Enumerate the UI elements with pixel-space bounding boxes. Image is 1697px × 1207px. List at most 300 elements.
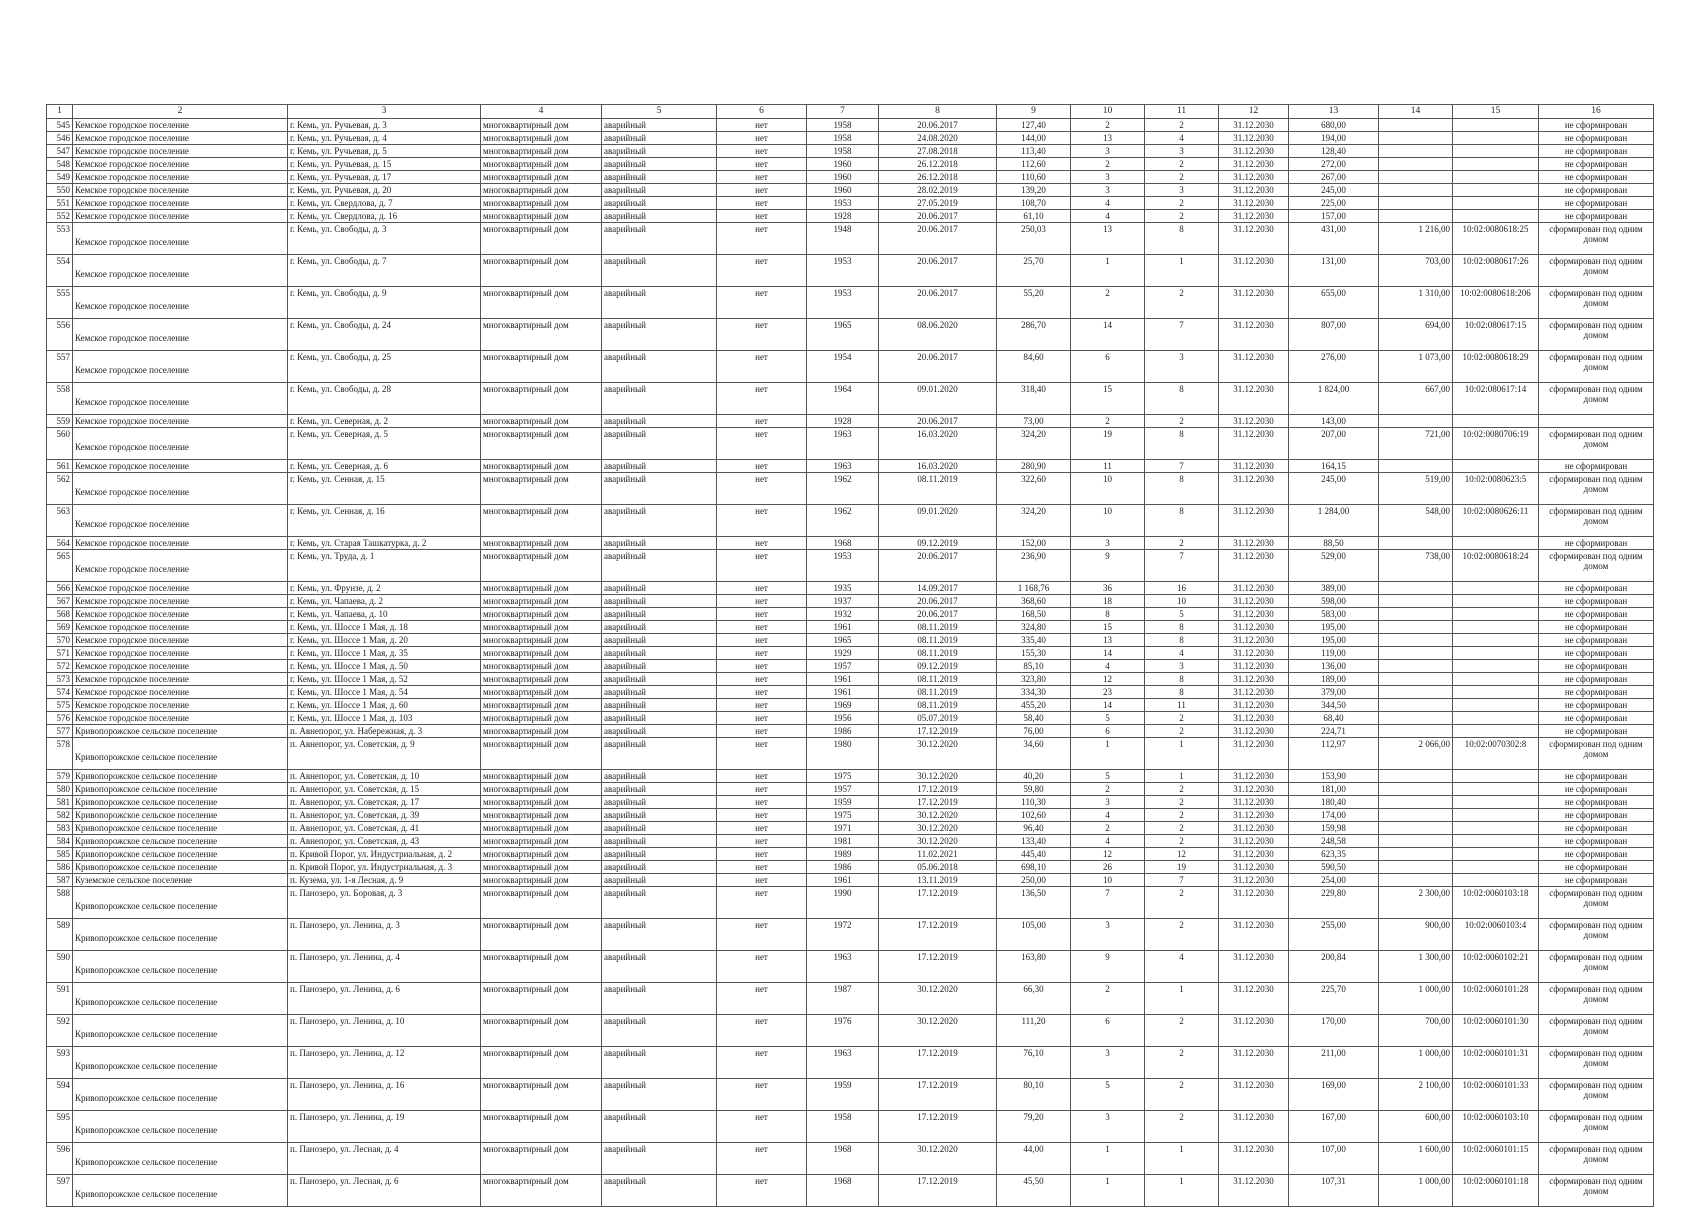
cell-building-type: многоквартирный дом — [481, 319, 602, 351]
cell-recognition-date: 20.06.2017 — [879, 119, 997, 132]
cell-recognition-date: 09.01.2020 — [879, 505, 997, 537]
cell-row-number: 545 — [47, 119, 73, 132]
cell-settlement: Кемское городское поселение — [73, 197, 288, 210]
cell-cadastral-number — [1453, 158, 1539, 171]
cell-resettlement-deadline: 31.12.2030 — [1219, 1143, 1289, 1175]
cell-plot-area: 1 300,00 — [1379, 951, 1453, 983]
cell-row-number: 546 — [47, 132, 73, 145]
cell-apartments: 2 — [1145, 1047, 1219, 1079]
cell-building-type: многоквартирный дом — [481, 725, 602, 738]
cell-cadastral-number — [1453, 660, 1539, 673]
cell-land-area: 174,00 — [1289, 809, 1379, 822]
cell-row-number: 572 — [47, 660, 73, 673]
cell-area: 112,60 — [997, 158, 1071, 171]
table-row — [47, 809, 1654, 822]
cell-settlement: Кемское городское поселение — [73, 699, 288, 712]
cell-land-area: 276,00 — [1289, 351, 1379, 383]
cell-demolition-flag: нет — [717, 699, 807, 712]
cell-area: 168,50 — [997, 608, 1071, 621]
table-row — [47, 983, 1654, 1015]
cell-settlement: Кемское городское поселение — [73, 660, 288, 673]
cell-plot-area — [1379, 210, 1453, 223]
cell-address: г. Кемь, ул. Северная, д. 6 — [288, 460, 481, 473]
cell-demolition-flag: нет — [717, 848, 807, 861]
cell-demolition-flag: нет — [717, 673, 807, 686]
cell-recognition-date: 20.06.2017 — [879, 595, 997, 608]
cell-resettlement-deadline: 31.12.2030 — [1219, 550, 1289, 582]
table-row — [47, 919, 1654, 951]
col-header: 13 — [1289, 105, 1379, 119]
cell-area: 110,60 — [997, 171, 1071, 184]
cell-build-year: 1956 — [807, 712, 879, 725]
cell-apartments: 7 — [1145, 460, 1219, 473]
cell-recognition-date: 20.06.2017 — [879, 351, 997, 383]
cell-row-number: 594 — [47, 1079, 73, 1111]
cell-build-year: 1932 — [807, 608, 879, 621]
cell-building-type: многоквартирный дом — [481, 351, 602, 383]
cell-row-number: 582 — [47, 809, 73, 822]
cell-residents: 2 — [1071, 822, 1145, 835]
cell-plot-area — [1379, 874, 1453, 887]
cell-cadastral-number — [1453, 686, 1539, 699]
cell-land-area: 598,00 — [1289, 595, 1379, 608]
cell-condition: аварийный — [602, 505, 717, 537]
cell-condition: аварийный — [602, 460, 717, 473]
cell-plot-area: 2 100,00 — [1379, 1079, 1453, 1111]
cell-demolition-flag: нет — [717, 145, 807, 158]
cell-settlement: Кемское городское поселение — [73, 621, 288, 634]
cell-cadastral-number: 10:02:0060103:18 — [1453, 887, 1539, 919]
cell-plot-status: сформирован под одним домом — [1539, 887, 1654, 919]
cell-cadastral-number: 10:02:0080618:206 — [1453, 287, 1539, 319]
cell-building-type: многоквартирный дом — [481, 223, 602, 255]
table-row — [47, 171, 1654, 184]
cell-cadastral-number: 10:02:0080618:24 — [1453, 550, 1539, 582]
cell-residents: 7 — [1071, 887, 1145, 919]
cell-building-type: многоквартирный дом — [481, 822, 602, 835]
cell-area: 66,30 — [997, 983, 1071, 1015]
col-header: 8 — [879, 105, 997, 119]
cell-land-area: 153,90 — [1289, 770, 1379, 783]
col-header: 7 — [807, 105, 879, 119]
cell-settlement: Кривопорожское сельское поселение — [73, 919, 288, 951]
cell-residents: 2 — [1071, 119, 1145, 132]
cell-plot-status: не сформирован — [1539, 835, 1654, 848]
cell-land-area: 254,00 — [1289, 874, 1379, 887]
cell-area: 127,40 — [997, 119, 1071, 132]
cell-recognition-date: 17.12.2019 — [879, 725, 997, 738]
cell-recognition-date: 26.12.2018 — [879, 158, 997, 171]
cell-building-type: многоквартирный дом — [481, 887, 602, 919]
cell-residents: 10 — [1071, 473, 1145, 505]
cell-recognition-date: 08.11.2019 — [879, 634, 997, 647]
cell-area: 111,20 — [997, 1015, 1071, 1047]
cell-address: г. Кемь, ул. Свердлова, д. 16 — [288, 210, 481, 223]
cell-cadastral-number — [1453, 582, 1539, 595]
cell-plot-area — [1379, 673, 1453, 686]
cell-building-type: многоквартирный дом — [481, 686, 602, 699]
cell-condition: аварийный — [602, 699, 717, 712]
cell-land-area: 68,40 — [1289, 712, 1379, 725]
cell-settlement: Кривопорожское сельское поселение — [73, 783, 288, 796]
cell-plot-status: не сформирован — [1539, 184, 1654, 197]
cell-cadastral-number — [1453, 874, 1539, 887]
col-header: 5 — [602, 105, 717, 119]
cell-resettlement-deadline: 31.12.2030 — [1219, 660, 1289, 673]
cell-cadastral-number: 10:02:0060101:28 — [1453, 983, 1539, 1015]
cell-build-year: 1965 — [807, 634, 879, 647]
cell-plot-status: не сформирован — [1539, 770, 1654, 783]
cell-settlement: Кемское городское поселение — [73, 184, 288, 197]
cell-cadastral-number: 10:02:0080618:29 — [1453, 351, 1539, 383]
cell-recognition-date: 20.06.2017 — [879, 550, 997, 582]
cell-cadastral-number — [1453, 184, 1539, 197]
cell-build-year: 1963 — [807, 428, 879, 460]
cell-settlement: Кривопорожское сельское поселение — [73, 983, 288, 1015]
cell-building-type: многоквартирный дом — [481, 796, 602, 809]
cell-settlement: Кемское городское поселение — [73, 171, 288, 184]
cell-row-number: 578 — [47, 738, 73, 770]
cell-address: г. Кемь, ул. Свободы, д. 7 — [288, 255, 481, 287]
cell-recognition-date: 08.11.2019 — [879, 621, 997, 634]
cell-apartments: 2 — [1145, 210, 1219, 223]
cell-settlement: Кемское городское поселение — [73, 145, 288, 158]
table-row — [47, 1143, 1654, 1175]
cell-residents: 3 — [1071, 1047, 1145, 1079]
cell-resettlement-deadline: 31.12.2030 — [1219, 319, 1289, 351]
cell-settlement: Кривопорожское сельское поселение — [73, 725, 288, 738]
cell-residents: 2 — [1071, 983, 1145, 1015]
cell-apartments: 2 — [1145, 712, 1219, 725]
cell-build-year: 1935 — [807, 582, 879, 595]
cell-demolition-flag: нет — [717, 647, 807, 660]
cell-building-type: многоквартирный дом — [481, 951, 602, 983]
cell-build-year: 1954 — [807, 351, 879, 383]
cell-address: г. Кемь, ул. Шоссе 1 Мая, д. 20 — [288, 634, 481, 647]
cell-building-type: многоквартирный дом — [481, 210, 602, 223]
cell-apartments: 8 — [1145, 428, 1219, 460]
cell-residents: 4 — [1071, 809, 1145, 822]
cell-residents: 5 — [1071, 712, 1145, 725]
cell-condition: аварийный — [602, 608, 717, 621]
cell-building-type: многоквартирный дом — [481, 415, 602, 428]
cell-condition: аварийный — [602, 738, 717, 770]
cell-building-type: многоквартирный дом — [481, 874, 602, 887]
cell-condition: аварийный — [602, 184, 717, 197]
cell-settlement: Кемское городское поселение — [73, 686, 288, 699]
cell-plot-status: сформирован под одним домом — [1539, 1015, 1654, 1047]
cell-recognition-date: 08.11.2019 — [879, 647, 997, 660]
cell-plot-status: сформирован под одним домом — [1539, 1047, 1654, 1079]
cell-plot-status: сформирован под одним домом — [1539, 351, 1654, 383]
cell-plot-status: не сформирован — [1539, 582, 1654, 595]
cell-row-number: 567 — [47, 595, 73, 608]
cell-cadastral-number — [1453, 415, 1539, 428]
cell-resettlement-deadline: 31.12.2030 — [1219, 983, 1289, 1015]
cell-condition: аварийный — [602, 1175, 717, 1207]
cell-demolition-flag: нет — [717, 874, 807, 887]
cell-recognition-date: 30.12.2020 — [879, 983, 997, 1015]
cell-apartments: 2 — [1145, 783, 1219, 796]
cell-address: п. Авнепорог, ул. Советская, д. 41 — [288, 822, 481, 835]
cell-apartments: 7 — [1145, 550, 1219, 582]
cell-building-type: многоквартирный дом — [481, 132, 602, 145]
cell-resettlement-deadline: 31.12.2030 — [1219, 1175, 1289, 1207]
cell-land-area: 1 284,00 — [1289, 505, 1379, 537]
cell-address: п. Авнепорог, ул. Советская, д. 17 — [288, 796, 481, 809]
cell-plot-status: не сформирован — [1539, 634, 1654, 647]
cell-apartments: 19 — [1145, 861, 1219, 874]
cell-land-area: 1 824,00 — [1289, 383, 1379, 415]
cell-building-type: многоквартирный дом — [481, 738, 602, 770]
cell-settlement: Куземское сельское поселение — [73, 874, 288, 887]
cell-building-type: многоквартирный дом — [481, 505, 602, 537]
cell-address: г. Кемь, ул. Сенная, д. 16 — [288, 505, 481, 537]
cell-apartments: 10 — [1145, 595, 1219, 608]
cell-recognition-date: 24.08.2020 — [879, 132, 997, 145]
cell-demolition-flag: нет — [717, 1047, 807, 1079]
cell-condition: аварийный — [602, 1079, 717, 1111]
cell-cadastral-number — [1453, 673, 1539, 686]
cell-residents: 9 — [1071, 550, 1145, 582]
cell-row-number: 562 — [47, 473, 73, 505]
cell-build-year: 1959 — [807, 796, 879, 809]
cell-area: 455,20 — [997, 699, 1071, 712]
cell-resettlement-deadline: 31.12.2030 — [1219, 1111, 1289, 1143]
cell-area: 318,40 — [997, 383, 1071, 415]
cell-building-type: многоквартирный дом — [481, 428, 602, 460]
cell-building-type: многоквартирный дом — [481, 171, 602, 184]
cell-demolition-flag: нет — [717, 428, 807, 460]
cell-build-year: 1960 — [807, 171, 879, 184]
table-row — [47, 835, 1654, 848]
cell-recognition-date: 09.12.2019 — [879, 537, 997, 550]
cell-apartments: 8 — [1145, 223, 1219, 255]
cell-build-year: 1929 — [807, 647, 879, 660]
cell-land-area: 225,70 — [1289, 983, 1379, 1015]
cell-land-area: 143,00 — [1289, 415, 1379, 428]
cell-demolition-flag: нет — [717, 660, 807, 673]
table-row — [47, 725, 1654, 738]
table-row — [47, 1015, 1654, 1047]
cell-land-area: 680,00 — [1289, 119, 1379, 132]
cell-recognition-date: 17.12.2019 — [879, 951, 997, 983]
cell-demolition-flag: нет — [717, 822, 807, 835]
cell-recognition-date: 30.12.2020 — [879, 822, 997, 835]
cell-plot-area — [1379, 634, 1453, 647]
cell-demolition-flag: нет — [717, 861, 807, 874]
cell-settlement: Кривопорожское сельское поселение — [73, 809, 288, 822]
cell-settlement: Кривопорожское сельское поселение — [73, 1079, 288, 1111]
cell-plot-status: не сформирован — [1539, 783, 1654, 796]
cell-resettlement-deadline: 31.12.2030 — [1219, 145, 1289, 158]
cell-address: г. Кемь, ул. Шоссе 1 Мая, д. 103 — [288, 712, 481, 725]
cell-build-year: 1971 — [807, 822, 879, 835]
cell-row-number: 589 — [47, 919, 73, 951]
cell-apartments: 1 — [1145, 255, 1219, 287]
cell-cadastral-number: 10:02:0080623:5 — [1453, 473, 1539, 505]
cell-row-number: 584 — [47, 835, 73, 848]
cell-land-area: 245,00 — [1289, 184, 1379, 197]
cell-resettlement-deadline: 31.12.2030 — [1219, 505, 1289, 537]
cell-settlement: Кемское городское поселение — [73, 132, 288, 145]
cell-land-area: 195,00 — [1289, 634, 1379, 647]
cell-building-type: многоквартирный дом — [481, 158, 602, 171]
cell-apartments: 2 — [1145, 796, 1219, 809]
cell-condition: аварийный — [602, 1015, 717, 1047]
cell-building-type: многоквартирный дом — [481, 537, 602, 550]
cell-settlement: Кривопорожское сельское поселение — [73, 1015, 288, 1047]
cell-resettlement-deadline: 31.12.2030 — [1219, 848, 1289, 861]
cell-resettlement-deadline: 31.12.2030 — [1219, 171, 1289, 184]
cell-land-area: 136,00 — [1289, 660, 1379, 673]
cell-build-year: 1958 — [807, 119, 879, 132]
cell-building-type: многоквартирный дом — [481, 473, 602, 505]
cell-cadastral-number — [1453, 119, 1539, 132]
table-row — [47, 770, 1654, 783]
cell-build-year: 1965 — [807, 319, 879, 351]
table-row — [47, 608, 1654, 621]
cell-residents: 8 — [1071, 608, 1145, 621]
cell-resettlement-deadline: 31.12.2030 — [1219, 1015, 1289, 1047]
cell-plot-status: не сформирован — [1539, 460, 1654, 473]
cell-row-number: 579 — [47, 770, 73, 783]
cell-building-type: многоквартирный дом — [481, 634, 602, 647]
cell-building-type: многоквартирный дом — [481, 460, 602, 473]
cell-area: 105,00 — [997, 919, 1071, 951]
cell-recognition-date: 08.06.2020 — [879, 319, 997, 351]
cell-plot-area — [1379, 861, 1453, 874]
cell-address: г. Кемь, ул. Чапаева, д. 10 — [288, 608, 481, 621]
cell-land-area: 170,00 — [1289, 1015, 1379, 1047]
cell-apartments: 8 — [1145, 621, 1219, 634]
cell-area: 76,10 — [997, 1047, 1071, 1079]
cell-address: г. Кемь, ул. Сенная, д. 15 — [288, 473, 481, 505]
cell-condition: аварийный — [602, 287, 717, 319]
cell-apartments: 8 — [1145, 383, 1219, 415]
cell-row-number: 565 — [47, 550, 73, 582]
cell-address: г. Кемь, ул. Свердлова, д. 7 — [288, 197, 481, 210]
cell-area: 322,60 — [997, 473, 1071, 505]
cell-address: г. Кемь, ул. Ручьевая, д. 3 — [288, 119, 481, 132]
cell-plot-area — [1379, 582, 1453, 595]
cell-cadastral-number — [1453, 608, 1539, 621]
cell-condition: аварийный — [602, 473, 717, 505]
cell-land-area: 107,31 — [1289, 1175, 1379, 1207]
cell-address: г. Кемь, ул. Свободы, д. 3 — [288, 223, 481, 255]
cell-condition: аварийный — [602, 783, 717, 796]
cell-cadastral-number — [1453, 460, 1539, 473]
cell-row-number: 592 — [47, 1015, 73, 1047]
cell-residents: 23 — [1071, 686, 1145, 699]
cell-cadastral-number — [1453, 634, 1539, 647]
cell-build-year: 1987 — [807, 983, 879, 1015]
cell-plot-area — [1379, 608, 1453, 621]
cell-condition: аварийный — [602, 1111, 717, 1143]
cell-row-number: 586 — [47, 861, 73, 874]
cell-residents: 13 — [1071, 223, 1145, 255]
cell-area: 55,20 — [997, 287, 1071, 319]
cell-land-area: 119,00 — [1289, 647, 1379, 660]
cell-row-number: 556 — [47, 319, 73, 351]
table-row — [47, 505, 1654, 537]
cell-condition: аварийный — [602, 595, 717, 608]
cell-row-number: 551 — [47, 197, 73, 210]
cell-land-area: 807,00 — [1289, 319, 1379, 351]
cell-building-type: многоквартирный дом — [481, 1047, 602, 1079]
cell-apartments: 2 — [1145, 887, 1219, 919]
cell-plot-area: 1 600,00 — [1379, 1143, 1453, 1175]
cell-row-number: 557 — [47, 351, 73, 383]
cell-land-area: 131,00 — [1289, 255, 1379, 287]
cell-plot-status: сформирован под одним домом — [1539, 951, 1654, 983]
cell-area: 84,60 — [997, 351, 1071, 383]
cell-plot-area: 1 000,00 — [1379, 1175, 1453, 1207]
cell-demolition-flag: нет — [717, 255, 807, 287]
cell-plot-area: 667,00 — [1379, 383, 1453, 415]
cell-condition: аварийный — [602, 822, 717, 835]
cell-plot-status: не сформирован — [1539, 608, 1654, 621]
table-row — [47, 223, 1654, 255]
cell-demolition-flag: нет — [717, 595, 807, 608]
col-header: 16 — [1539, 105, 1654, 119]
cell-resettlement-deadline: 31.12.2030 — [1219, 473, 1289, 505]
cell-land-area: 389,00 — [1289, 582, 1379, 595]
cell-cadastral-number — [1453, 197, 1539, 210]
cell-residents: 15 — [1071, 621, 1145, 634]
cell-build-year: 1961 — [807, 874, 879, 887]
cell-plot-status: не сформирован — [1539, 621, 1654, 634]
cell-apartments: 2 — [1145, 1079, 1219, 1111]
cell-recognition-date: 17.12.2019 — [879, 887, 997, 919]
cell-settlement: Кривопорожское сельское поселение — [73, 796, 288, 809]
cell-resettlement-deadline: 31.12.2030 — [1219, 428, 1289, 460]
cell-row-number: 561 — [47, 460, 73, 473]
cell-address: г. Кемь, ул. Ручьевая, д. 5 — [288, 145, 481, 158]
cell-area: 113,40 — [997, 145, 1071, 158]
col-header: 1 — [47, 105, 73, 119]
cell-row-number: 575 — [47, 699, 73, 712]
cell-plot-area — [1379, 783, 1453, 796]
table-row — [47, 712, 1654, 725]
table-row — [47, 383, 1654, 415]
cell-building-type: многоквартирный дом — [481, 608, 602, 621]
cell-condition: аварийный — [602, 415, 717, 428]
cell-row-number: 581 — [47, 796, 73, 809]
cell-row-number: 569 — [47, 621, 73, 634]
cell-address: п. Панозеро, ул. Ленина, д. 10 — [288, 1015, 481, 1047]
cell-recognition-date: 17.12.2019 — [879, 1079, 997, 1111]
cell-apartments: 3 — [1145, 660, 1219, 673]
cell-demolition-flag: нет — [717, 119, 807, 132]
cell-area: 152,00 — [997, 537, 1071, 550]
cell-plot-area: 600,00 — [1379, 1111, 1453, 1143]
cell-building-type: многоквартирный дом — [481, 983, 602, 1015]
cell-cadastral-number: 10:02:0080617:26 — [1453, 255, 1539, 287]
cell-apartments: 8 — [1145, 473, 1219, 505]
cell-cadastral-number: 10:02:0080706:19 — [1453, 428, 1539, 460]
col-header: 9 — [997, 105, 1071, 119]
cell-condition: аварийный — [602, 319, 717, 351]
cell-cadastral-number: 10:02:0060101:33 — [1453, 1079, 1539, 1111]
cell-resettlement-deadline: 31.12.2030 — [1219, 210, 1289, 223]
cell-recognition-date: 27.05.2019 — [879, 197, 997, 210]
cell-demolition-flag: нет — [717, 608, 807, 621]
cell-address: г. Кемь, ул. Шоссе 1 Мая, д. 18 — [288, 621, 481, 634]
cell-plot-area — [1379, 686, 1453, 699]
cell-build-year: 1960 — [807, 158, 879, 171]
cell-residents: 2 — [1071, 158, 1145, 171]
